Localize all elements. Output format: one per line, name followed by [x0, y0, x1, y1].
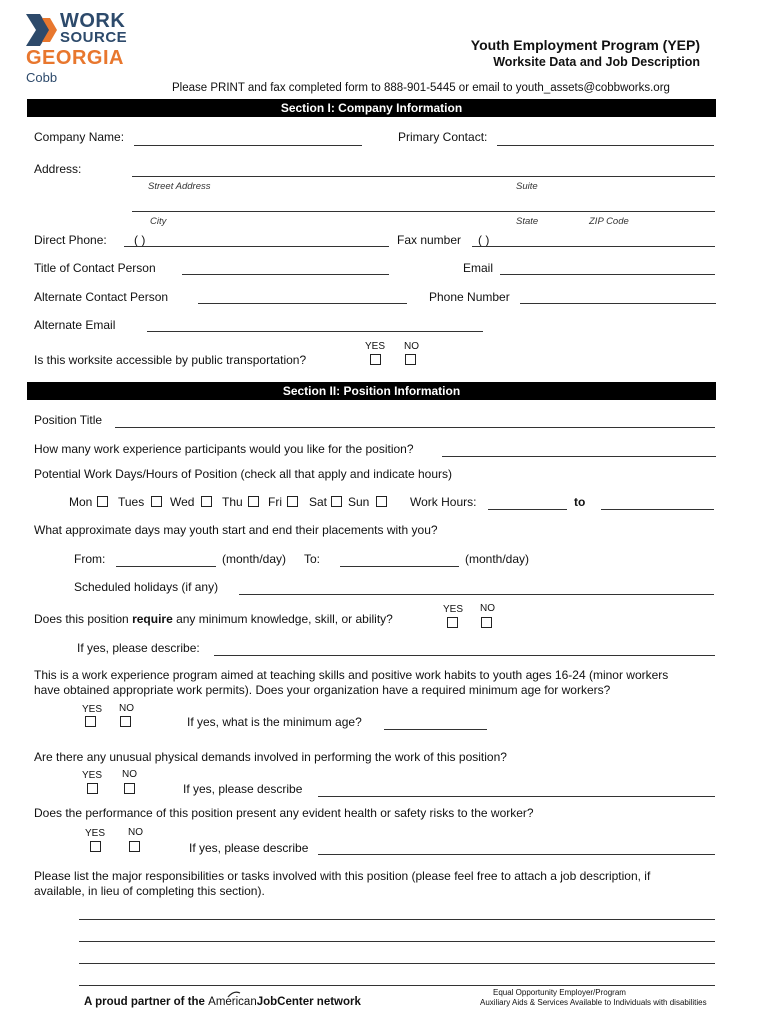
- fax-paren: ( ): [478, 233, 490, 247]
- tasks-text-1: Please list the major responsibilities or tasks involved with this position (please feel free to attach a job description, if: [34, 869, 651, 883]
- require-describe-label: If yes, please describe:: [77, 641, 200, 655]
- state-hint: State: [516, 216, 539, 227]
- swoosh-icon: [227, 990, 241, 998]
- logo-source: SOURCE: [60, 29, 128, 46]
- title-contact-field[interactable]: [182, 274, 389, 275]
- minage-yes-checkbox[interactable]: [85, 716, 96, 727]
- from-format-hint: (month/day): [222, 552, 287, 566]
- health-describe-field[interactable]: [318, 854, 715, 855]
- company-name-label: Company Name:: [34, 130, 125, 144]
- require-describe-field[interactable]: [214, 655, 715, 656]
- direct-phone-paren: ( ): [134, 233, 146, 247]
- suite-hint: Suite: [516, 181, 538, 192]
- program-text-1: This is a work experience program aimed at teaching skills and positive work habits to youth ages 16-24 (minor workers: [34, 668, 669, 682]
- physical-describe-label: If yes, please describe: [183, 782, 303, 796]
- minage-yes-label: YES: [82, 704, 103, 715]
- alt-email-field[interactable]: [147, 331, 483, 332]
- health-no-checkbox[interactable]: [129, 841, 140, 852]
- primary-contact-label: Primary Contact:: [398, 130, 488, 144]
- form-title: Youth Employment Program (YEP): [470, 37, 700, 53]
- direct-phone-field[interactable]: [124, 246, 389, 247]
- require-question: [34, 612, 393, 626]
- alt-email-label: Alternate Email: [34, 318, 116, 332]
- position-title-label: Position Title: [34, 413, 103, 427]
- section2-header: Section II: Position Information: [27, 382, 716, 400]
- day-fri-label: Fri: [268, 495, 282, 509]
- phone-number-field[interactable]: [520, 303, 716, 304]
- day-sun-label: Sun: [348, 495, 370, 509]
- health-no-label: NO: [128, 827, 143, 838]
- to-label: To:: [304, 552, 321, 566]
- from-date-field[interactable]: [116, 566, 216, 567]
- to-format-hint: (month/day): [465, 552, 530, 566]
- from-label: From:: [74, 552, 106, 566]
- eoe-line-1: Equal Opportunity Employer/Program: [493, 988, 626, 997]
- day-tues-checkbox[interactable]: [151, 496, 162, 507]
- eoe-line-2: Auxiliary Aids & Services Available to Individuals with disabilities: [480, 998, 707, 1007]
- day-wed-label: Wed: [170, 495, 195, 509]
- city-state-zip-field[interactable]: [132, 211, 715, 212]
- require-q-pre: Does this position: [34, 612, 133, 626]
- tasks-line-3[interactable]: [79, 963, 715, 964]
- work-hours-end-field[interactable]: [601, 509, 714, 510]
- company-name-field[interactable]: [134, 145, 362, 146]
- minage-no-label: NO: [119, 703, 134, 714]
- street-address-hint: Street Address: [148, 181, 211, 192]
- alt-contact-field[interactable]: [198, 303, 407, 304]
- phone-number-label: Phone Number: [429, 290, 510, 304]
- tasks-text-2: available, in lieu of completing this section).: [34, 884, 265, 898]
- day-mon-label: Mon: [69, 495, 93, 509]
- street-address-field[interactable]: [132, 176, 715, 177]
- section1-header: Section I: Company Information: [27, 99, 716, 117]
- transport-yes-label: YES: [365, 341, 386, 352]
- instructions: Please PRINT and fax completed form to 888-901-5445 or email to youth_assets@cobbworks.org: [172, 82, 670, 94]
- physical-no-checkbox[interactable]: [124, 783, 135, 794]
- email-label: Email: [463, 261, 494, 275]
- start-end-question: What approximate days may youth start and end their placements with you?: [34, 523, 438, 537]
- job-center-text: JobCenter: [256, 996, 314, 1008]
- network-text: network: [313, 996, 361, 1008]
- physical-yes-label: YES: [82, 770, 103, 781]
- physical-question: Are there any unusual physical demands involved in performing the work of this position?: [34, 750, 507, 764]
- partner-prefix: A proud partner of the: [84, 996, 209, 1008]
- require-no-checkbox[interactable]: [481, 617, 492, 628]
- day-fri-checkbox[interactable]: [287, 496, 298, 507]
- minage-no-checkbox[interactable]: [120, 716, 131, 727]
- to-date-field[interactable]: [340, 566, 459, 567]
- alt-contact-label: Alternate Contact Person: [34, 290, 169, 304]
- health-yes-checkbox[interactable]: [90, 841, 101, 852]
- physical-yes-checkbox[interactable]: [87, 783, 98, 794]
- logo-georgia: GEORGIA: [26, 47, 124, 69]
- email-field[interactable]: [500, 274, 715, 275]
- logo-work: WORK: [60, 10, 126, 32]
- transport-question: Is this worksite accessible by public transportation?: [34, 353, 307, 367]
- require-yes-label: YES: [443, 604, 464, 615]
- title-contact-label: Title of Contact Person: [34, 261, 156, 275]
- days-hours-label: Potential Work Days/Hours of Position (check all that apply and indicate hours): [34, 467, 452, 481]
- transport-no-checkbox[interactable]: [405, 354, 416, 365]
- physical-no-label: NO: [122, 769, 137, 780]
- min-age-field[interactable]: [384, 729, 487, 730]
- participants-question: How many work experience participants would you like for the position?: [34, 442, 414, 456]
- american-text: American: [208, 996, 257, 1008]
- health-describe-label: If yes, please describe: [189, 841, 309, 855]
- day-sat-label: Sat: [309, 495, 328, 509]
- partner-footer: [84, 996, 361, 1008]
- day-thu-checkbox[interactable]: [248, 496, 259, 507]
- holidays-field[interactable]: [239, 594, 714, 595]
- zip-hint: ZIP Code: [589, 216, 629, 227]
- direct-phone-label: Direct Phone:: [34, 233, 107, 247]
- work-hours-label: Work Hours:: [410, 495, 477, 509]
- tasks-line-2[interactable]: [79, 941, 715, 942]
- city-hint: City: [150, 216, 167, 227]
- day-mon-checkbox[interactable]: [97, 496, 108, 507]
- logo-cobb: Cobb: [26, 70, 58, 85]
- work-hours-to-label: to: [574, 495, 586, 509]
- require-no-label: NO: [480, 603, 495, 614]
- transport-yes-checkbox[interactable]: [370, 354, 381, 365]
- participants-field[interactable]: [442, 456, 716, 457]
- logo-chevron-icon: [26, 14, 60, 46]
- tasks-line-1[interactable]: [79, 919, 715, 920]
- require-yes-checkbox[interactable]: [447, 617, 458, 628]
- position-title-field[interactable]: [115, 427, 715, 428]
- day-tues-label: Tues: [118, 495, 145, 509]
- holidays-label: Scheduled holidays (if any): [74, 580, 219, 594]
- primary-contact-field[interactable]: [497, 145, 714, 146]
- day-sun-checkbox[interactable]: [376, 496, 387, 507]
- day-thu-label: Thu: [222, 495, 243, 509]
- address-label: Address:: [34, 162, 82, 176]
- fax-number-label: Fax number: [397, 233, 462, 247]
- require-q-post: any minimum knowledge, skill, or ability?: [172, 612, 393, 626]
- program-text-2: have obtained appropriate work permits). Does your organization have a required minimum age for workers?: [34, 683, 611, 697]
- worksource-logo: [26, 12, 136, 87]
- day-wed-checkbox[interactable]: [201, 496, 212, 507]
- require-q-bold: require: [132, 612, 173, 626]
- min-age-label: If yes, what is the minimum age?: [187, 715, 362, 729]
- form-subtitle: Worksite Data and Job Description: [493, 55, 700, 69]
- fax-number-field[interactable]: [472, 246, 715, 247]
- work-hours-start-field[interactable]: [488, 509, 567, 510]
- health-question: Does the performance of this position present any evident health or safety risks to the worker?: [34, 806, 534, 820]
- transport-no-label: NO: [404, 341, 419, 352]
- tasks-line-4[interactable]: [79, 985, 715, 986]
- day-sat-checkbox[interactable]: [331, 496, 342, 507]
- physical-describe-field[interactable]: [318, 796, 715, 797]
- health-yes-label: YES: [85, 828, 106, 839]
